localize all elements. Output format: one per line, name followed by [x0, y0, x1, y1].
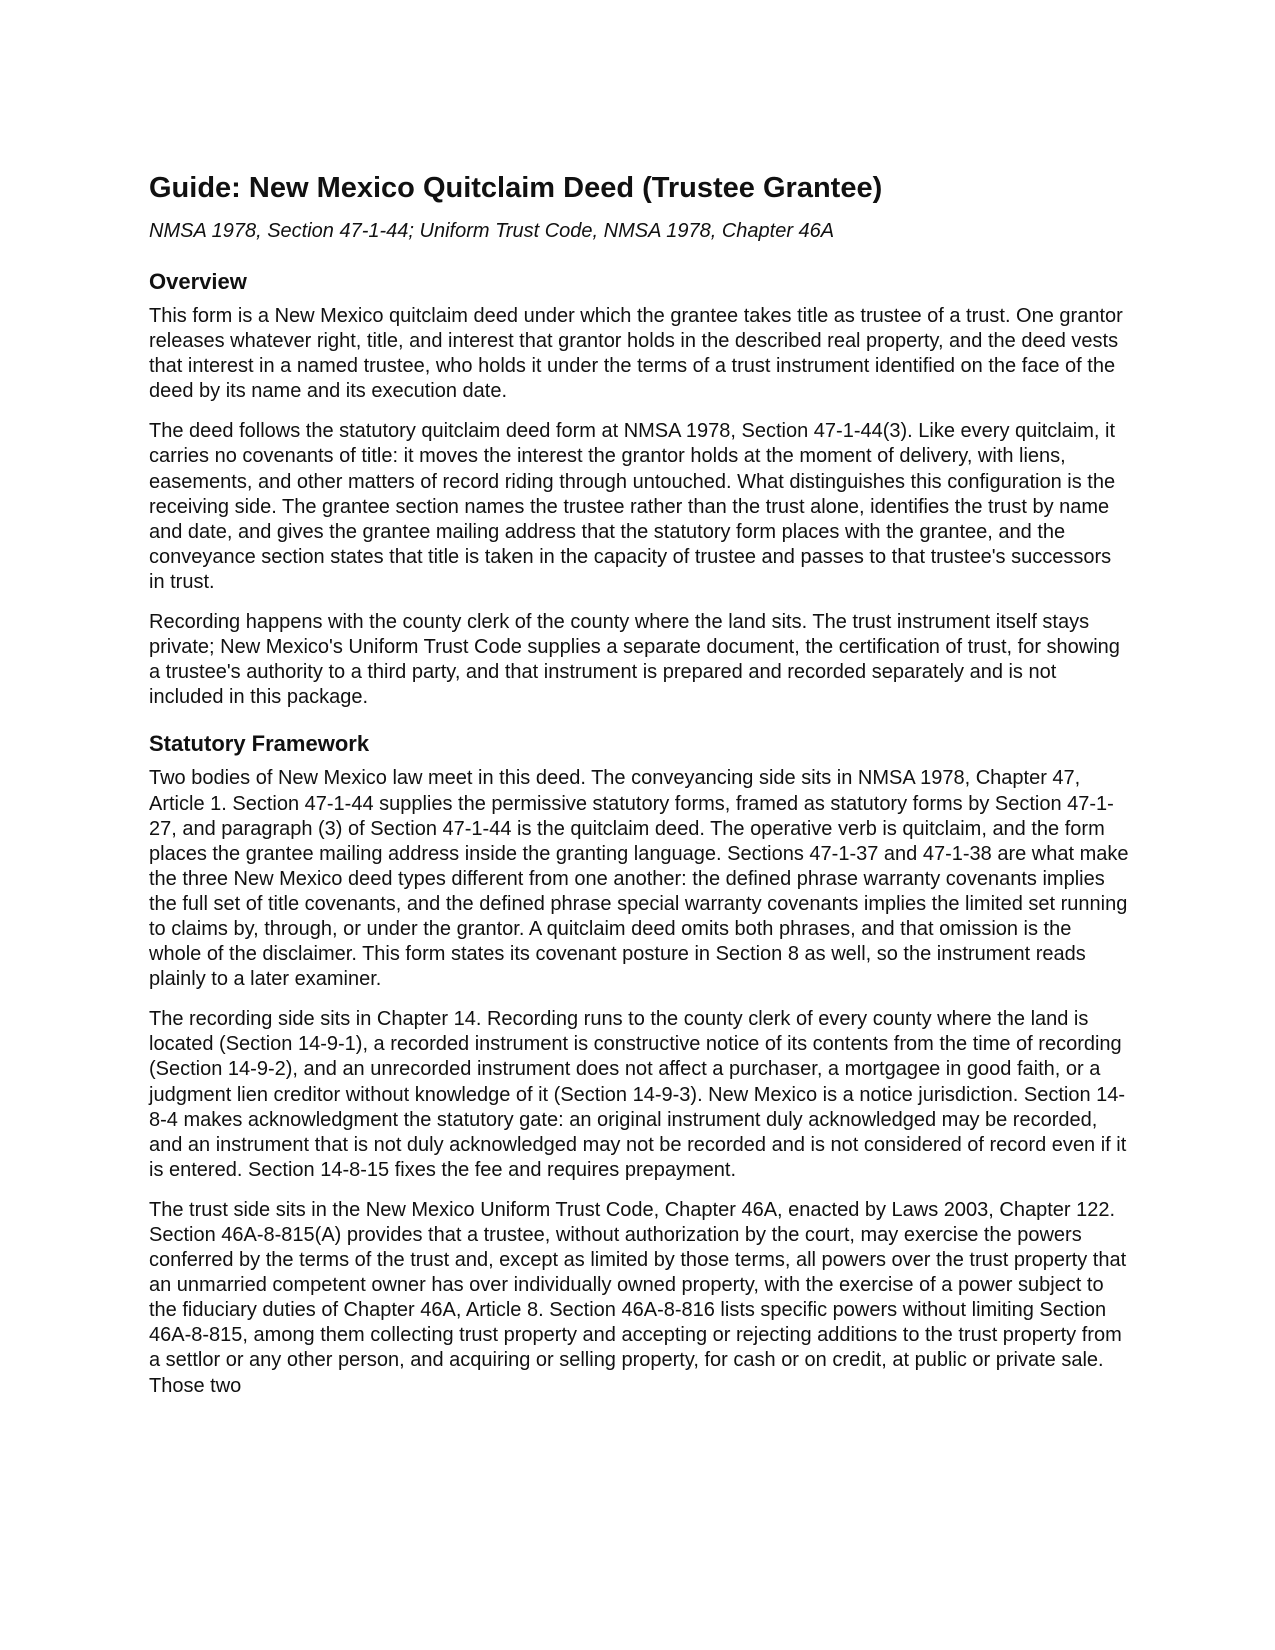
document-subtitle: NMSA 1978, Section 47-1-44; Uniform Trust Code, NMSA 1978, Chapter 46A	[149, 220, 835, 242]
section-statutory-framework	[149, 730, 1129, 1398]
document-page	[149, 170, 1129, 1399]
section-overview	[149, 268, 1129, 710]
section-heading: Overview	[149, 269, 247, 294]
paragraph: Two bodies of New Mexico law meet in this deed. The conveyancing side sits in NMSA 1978, Chapter 47, Article 1. Section 47-1-44 supplies the permissive statutory forms, framed as statutory forms by Section 47-1-27, and paragraph (3) of Section 47-1-44 is the quitclaim deed. The operative verb is quitclaim, and the form places the grantee mailing address inside the granting language. Sections 47-1-37 and 47-1-38 are what make the three New Mexico deed types different from one another: the defined phrase warranty covenants implies the full set of title covenants, and the defined phrase special warranty covenants implies the limited set running to claims by, through, or under the grantor. A quitclaim deed omits both phrases, and that omission is the whole of the disclaimer. This form states its covenant posture in Section 8 as well, so the instrument reads plainly to a later examiner.	[149, 767, 1129, 991]
document-title: Guide: New Mexico Quitclaim Deed (Trustee Grantee)	[149, 172, 883, 204]
paragraph: The recording side sits in Chapter 14. Recording runs to the county clerk of every county where the land is located (Section 14-9-1), a recorded instrument is constructive notice of its contents from the time of recording (Section 14-9-2), and an unrecorded instrument does not affect a purchaser, a mortgagee in good faith, or a judgment lien creditor without knowledge of it (Section 14-9-3). New Mexico is a notice jurisdiction. Section 14-8-4 makes acknowledgment the statutory gate: an original instrument duly acknowledged may be recorded, and an instrument that is not duly acknowledged may not be recorded and is not considered of record even if it is entered. Section 14-8-15 fixes the fee and requires prepayment.	[149, 1008, 1127, 1181]
paragraph: Recording happens with the county clerk of the county where the land sits. The trust instrument itself stays private; New Mexico's Uniform Trust Code supplies a separate document, the certification of trust, for showing a trustee's authority to a third party, and that instrument is prepared and recorded separately and is not included in this package.	[149, 611, 1120, 709]
paragraph: This form is a New Mexico quitclaim deed under which the grantee takes title as trustee of a trust. One grantor releases whatever right, title, and interest that grantor holds in the described real property, and the deed vests that interest in a named trustee, who holds it under the terms of a trust instrument identified on the face of the deed by its name and its execution date.	[149, 305, 1123, 403]
section-heading: Statutory Framework	[149, 731, 370, 757]
paragraph: The trust side sits in the New Mexico Uniform Trust Code, Chapter 46A, enacted by Laws 2003, Chapter 122. Section 46A-8-815(A) provides that a trustee, without authorization by the court, may exercise the powers conferred by the terms of the trust and, except as limited by those terms, all powers over the trust property that an unmarried competent owner has over individually owned property, with the exercise of a power subject to the fiduciary duties of Chapter 46A, Article 8. Section 46A-8-816 lists specific powers without limiting Section 46A-8-815, among them collecting trust property and accepting or rejecting additions to the trust property from a settlor or any other person, and acquiring or selling property, for cash or on credit, at public or private sale. Those two	[149, 1198, 1127, 1397]
paragraph: The deed follows the statutory quitclaim deed form at NMSA 1978, Section 47-1-44(3). Like every quitclaim, it carries no covenants of title: it moves the interest the grantor holds at the moment of delivery, with liens, easements, and other matters of record riding through untouched. What distinguishes this configuration is the receiving side. The grantee section names the trustee rather than the trust alone, identifies the trust by name and date, and gives the grantee mailing address that the statutory form places with the grantee, and the conveyance section states that title is taken in the capacity of trustee and passes to that trustee's successors in trust.	[149, 420, 1116, 593]
